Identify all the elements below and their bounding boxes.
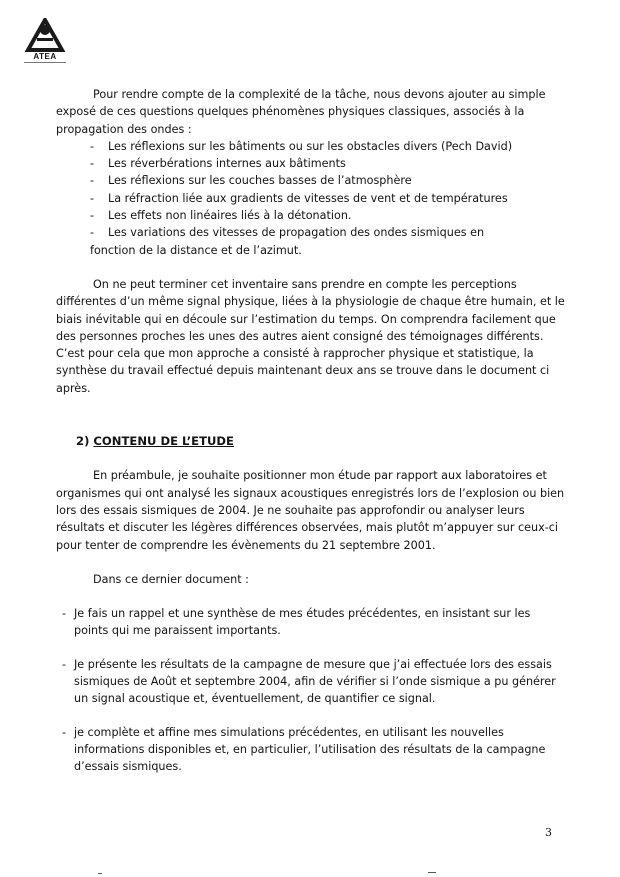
list-item [56, 190, 566, 207]
list-dash: - [90, 226, 95, 240]
list-item [56, 656, 566, 708]
list-dash: - [90, 174, 95, 188]
section-heading [56, 433, 566, 450]
list-dash: - [90, 209, 95, 223]
list-item [56, 155, 566, 172]
phenomena-list [56, 138, 566, 259]
preamble-paragraph: En préambule, je souhaite positionner mon étude par rapport aux laboratoires et organismes qui ont analysé les signaux acoustiques enregistrés lors de l’explosion ou bien lors des essais sismiques de 2004. Je ne souhaite pas approfondir ou analyser leurs résultats et discuter les légères différences observées, mais plutôt m’appuyer sur ceux-ci pour tenter de comprendre les évènements du 21 septembre 2001. [56, 469, 565, 552]
section-title: CONTENU DE L’ETUDE [93, 434, 234, 449]
scan-mark [98, 873, 102, 874]
list-dash: - [90, 139, 95, 153]
scan-mark [428, 872, 436, 873]
list-item [56, 724, 566, 776]
list-dash: - [62, 725, 67, 739]
section-number: 2) [76, 434, 90, 449]
list-item-text: Les réverbérations internes aux bâtiments [108, 157, 346, 171]
list-item [56, 138, 566, 155]
logo-underline [24, 62, 66, 65]
list-dash: - [90, 157, 95, 171]
list-item-text: Je fais un rappel et une synthèse de mes études précédentes, en insistant sur les points qui me paraissent importants. [74, 607, 531, 638]
inventory-paragraph: On ne peut terminer cet inventaire sans prendre en compte les perceptions différentes d’un même signal physique, liées à la physiologie de chaque être humain, et le biais inévitable qui en découle sur l’estimation du temps. On comprendra facilement que des personnes proches les unes des autres aient consigné des témoignages différents. C’est pour cela que mon approche a consisté à rapprocher physique et statistique, la synthèse du travail effectué depuis maintenant deux ans se trouve dans le document ci après. [56, 277, 565, 395]
list-item [56, 224, 566, 259]
document-intro-line: Dans ce dernier document : [93, 572, 249, 586]
list-item-text: La réfraction liée aux gradients de vitesses de vent et de températures [108, 191, 508, 205]
list-dash: - [90, 191, 95, 205]
list-item-text: Les effets non linéaires liés à la détonation. [108, 209, 352, 223]
list-dash: - [62, 657, 67, 671]
atea-logo-icon [24, 18, 66, 52]
logo-text: ATEA [33, 52, 57, 61]
list-item-continuation: fonction de la distance et de l’azimut. [90, 243, 302, 257]
list-item [56, 172, 566, 189]
list-dash: - [62, 607, 67, 621]
list-item-text: je complète et affine mes simulations précédentes, en utilisant les nouvelles informations disponibles et, en particulier, l’utilisation des résultats de la campagne d’essais sismiques. [74, 725, 546, 774]
list-item-text: Je présente les résultats de la campagne de mesure que j’ai effectuée lors des essais sismiques de Août et septembre 2004, afin de vérifier si l’onde sismique a pu générer un signal acoustique et, éventuellement, de quantifier ce signal. [74, 657, 556, 706]
list-item-text: Les réflexions sur les couches basses de l’atmosphère [108, 174, 412, 188]
page-number: 3 [545, 826, 552, 839]
list-item [56, 207, 566, 224]
list-item-text: Les réflexions sur les bâtiments ou sur les obstacles divers (Pech David) [108, 139, 513, 153]
intro-paragraph: Pour rendre compte de la complexité de la tâche, nous devons ajouter au simple exposé de ces questions quelques phénomènes physiques classiques, associés à la propagation des ondes : [56, 88, 546, 136]
page-content [56, 86, 566, 776]
list-item-text: Les variations des vitesses de propagation des ondes sismiques en [108, 226, 485, 240]
list-item [56, 605, 566, 640]
atea-logo [24, 18, 66, 68]
